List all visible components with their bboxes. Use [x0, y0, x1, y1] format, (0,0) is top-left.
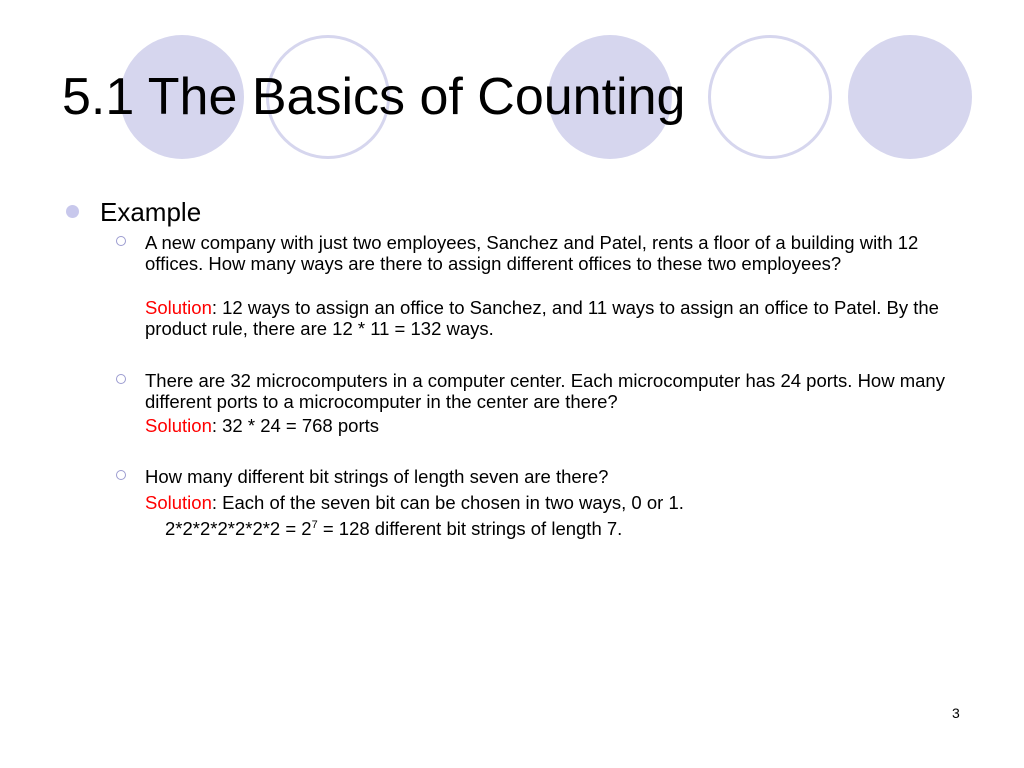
sub-bullet-circle-icon	[116, 236, 126, 246]
formula-rest: = 128 different bit strings of length 7.	[317, 518, 623, 539]
bullet-example: Example	[100, 197, 202, 227]
page-number: 3	[952, 705, 960, 721]
sub-bullet-circle-icon	[116, 470, 126, 480]
solution-text: : Each of the seven bit can be chosen in two ways, 0 or 1.	[211, 492, 684, 513]
solution-3	[145, 493, 975, 514]
solution-2	[145, 416, 975, 437]
bullet-dot-icon	[66, 205, 79, 218]
slide-title: 5.1 The Basics of Counting	[62, 68, 686, 126]
solution-1	[145, 298, 975, 339]
solution-text: : 32 * 24 = 768 ports	[211, 415, 379, 436]
formula-exponent: 7	[311, 519, 318, 531]
formula-base: 2*2*2*2*2*2*2 = 2	[165, 518, 312, 539]
decor-circle-4	[708, 35, 832, 159]
solution-label: Solution	[145, 492, 212, 513]
solution-label: Solution	[145, 297, 212, 318]
question-3: How many different bit strings of length seven are there?	[145, 466, 609, 487]
formula-line	[165, 519, 965, 540]
solution-label: Solution	[145, 415, 212, 436]
decor-circle-5	[848, 35, 972, 159]
question-1: A new company with just two employees, Sanchez and Patel, rents a floor of a building with 12 offices. How many ways are there to assign different offices to these two employees?	[145, 232, 919, 274]
question-2: There are 32 microcomputers in a computer center. Each microcomputer has 24 ports. How many different ports to a microcomputer in the center are there?	[145, 370, 945, 412]
sub-bullet-circle-icon	[116, 374, 126, 384]
solution-text: : 12 ways to assign an office to Sanchez, and 11 ways to assign an office to Patel. By the product rule, there are 12 * 11 = 132 ways.	[145, 297, 939, 339]
